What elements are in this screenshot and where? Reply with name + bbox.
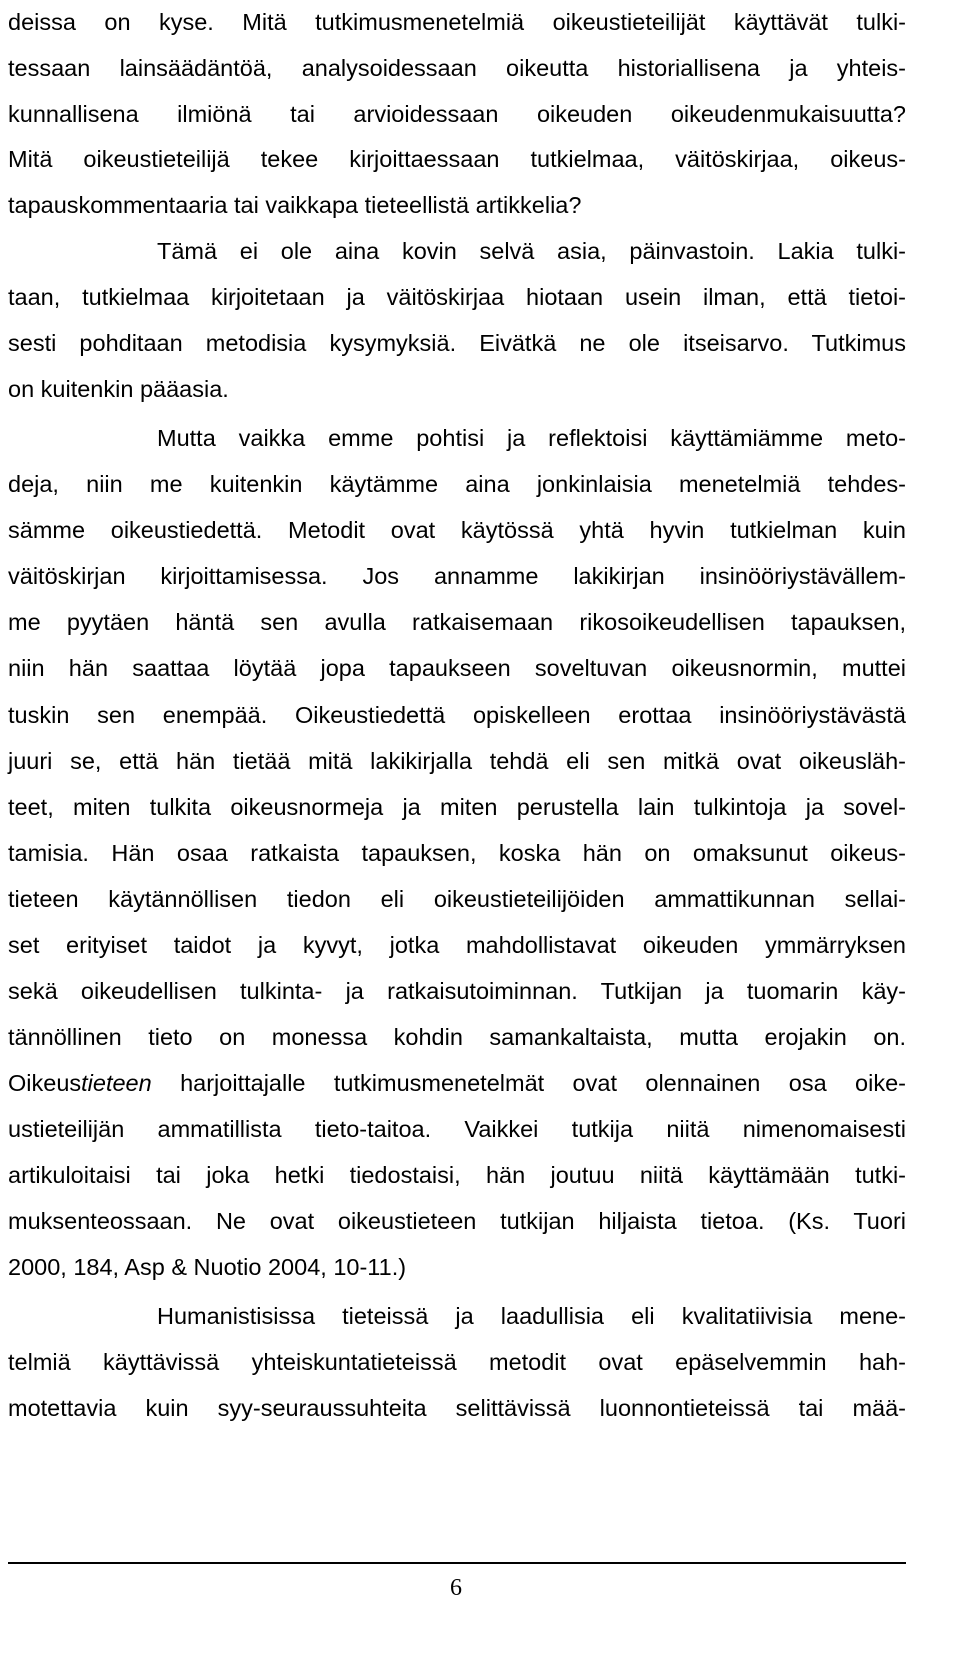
text-line: sämme oikeustiedettä. Metodit ovat käytössä yhtä hyvin tutkielman kuin [8, 517, 906, 543]
text-run: harjoittajalle tutkimusmenetelmät ovat olennainen osa oike- [151, 1070, 906, 1096]
text-line: artikuloitaisi tai joka hetki tiedostaisi, hän joutuu niitä käyttämään tutki- [8, 1162, 906, 1188]
text-line: muksenteossaan. Ne ovat oikeustieteen tutkijan hiljaista tietoa. (Ks. Tuori [8, 1208, 906, 1234]
text-line: tamisia. Hän osaa ratkaista tapauksen, koska hän on omaksunut oikeus- [8, 840, 906, 866]
text-line: deissa on kyse. Mitä tutkimusmenetelmiä oikeustieteilijät käyttävät tulki- [8, 9, 906, 35]
text-line: väitöskirjan kirjoittamisessa. Jos annamme lakikirjan insinööriystävällem- [8, 563, 906, 589]
text-line: set erityiset taidot ja kyvyt, jotka mahdollistavat oikeuden ymmärryksen [8, 932, 906, 958]
text-line: deja, niin me kuitenkin käytämme aina jonkinlaisia menetelmiä tehdes- [8, 471, 906, 497]
text-run: Oikeus [8, 1070, 82, 1096]
footer-rule [8, 1562, 906, 1564]
text-line: on kuitenkin pääasia. [8, 376, 229, 402]
text-line: sekä oikeudellisen tulkinta- ja ratkaisutoiminnan. Tutkijan ja tuomarin käy- [8, 978, 906, 1004]
text-line: tapauskommentaaria tai vaikkapa tieteellistä artikkelia? [8, 192, 582, 218]
text-line: sesti pohditaan metodisia kysymyksiä. Eivätkä ne ole itseisarvo. Tutkimus [8, 330, 906, 356]
text-line: tessaan lainsäädäntöä, analysoidessaan oikeutta historiallisena ja yhteis- [8, 55, 906, 81]
text-line: tännöllinen tieto on monessa kohdin samankaltaista, mutta erojakin on. [8, 1024, 906, 1050]
italic-emphasis: tieteen [81, 1070, 152, 1096]
text-line: motettavia kuin syy-seuraussuhteita selittävissä luonnontieteissä tai mää- [8, 1395, 906, 1421]
text-line: tuskin sen enempää. Oikeustiedettä opiskelleen erottaa insinööriystävästä [8, 702, 906, 728]
paragraph-first-line: Humanistisissa tieteissä ja laadullisia eli kvalitatiivisia mene- [157, 1303, 906, 1329]
paragraph-first-line: Tämä ei ole aina kovin selvä asia, päinvastoin. Lakia tulki- [157, 238, 906, 264]
page-number: 6 [450, 1575, 462, 1601]
text-line: teet, miten tulkita oikeusnormeja ja miten perustella lain tulkintoja ja sovel- [8, 794, 906, 820]
text-line: taan, tutkielmaa kirjoitetaan ja väitöskirjaa hiotaan usein ilman, että tietoi- [8, 284, 906, 310]
text-line: me pyytäen häntä sen avulla ratkaisemaan rikosoikeudellisen tapauksen, [8, 609, 906, 635]
text-line: 2000, 184, Asp & Nuotio 2004, 10-11.) [8, 1254, 407, 1280]
text-line: Mitä oikeustieteilijä tekee kirjoittaessaan tutkielmaa, väitöskirjaa, oikeus- [8, 146, 906, 172]
text-line: ustieteilijän ammatillista tieto-taitoa. Vaikkei tutkija niitä nimenomaisesti [8, 1116, 906, 1142]
text-line: juuri se, että hän tietää mitä lakikirjalla tehdä eli sen mitkä ovat oikeusläh- [8, 748, 906, 774]
text-line-with-italic [8, 1068, 906, 1098]
text-line: niin hän saattaa löytää jopa tapaukseen soveltuvan oikeusnormin, muttei [8, 655, 906, 681]
text-line: telmiä käyttävissä yhteiskuntatieteissä metodit ovat epäselvemmin hah- [8, 1349, 906, 1375]
text-line: tieteen käytännöllisen tiedon eli oikeustieteilijöiden ammattikunnan sellai- [8, 886, 906, 912]
paragraph-first-line: Mutta vaikka emme pohtisi ja reflektoisi käyttämiämme meto- [157, 425, 906, 451]
text-line: kunnallisena ilmiönä tai arvioidessaan oikeuden oikeudenmukaisuutta? [8, 101, 906, 127]
